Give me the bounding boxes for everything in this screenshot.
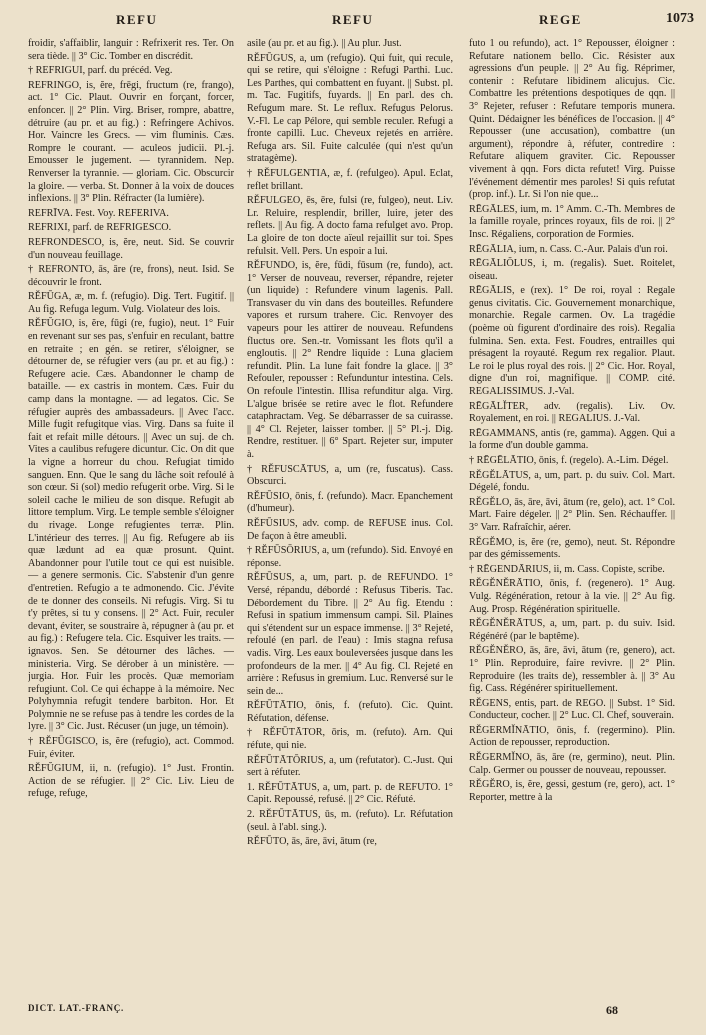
dictionary-entry: RĔFŬGIUM, ii, n. (refugio). 1° Just. Frontin. Action de se réfugier. || 2° Cic. Liv. Lieu de refuge, refuge, <box>28 763 234 800</box>
dictionary-entry: RĔFŪGUS, a, um (refugio). Qui fuit, qui recule, qui se retire, qui s'éloigne : Refugi Parthi. Luc. Les Parthes, qui combattent en fuyant. || Subst. pl. m. Tac. Fugitifs, fuyards. || En parl. des ch. Refugum mare. St. Le reflux. Refugus Pelorus. V.-Fl. Le cap Pélore, qui semble reculer. Refugi a fronte capilli. Luc. Cheveux rejetés en arrière. Refuga ars. Sil. Fuite calculée (qui n'est qu'un stratagème). <box>247 52 453 165</box>
dictionary-entry: † REFRONTO, ās, āre (re, frons), neut. Isid. Se découvrir le front. <box>28 264 234 288</box>
dictionary-entry: REFRĪVA. Fest. Voy. REFERIVA. <box>28 207 169 219</box>
dictionary-entry: 1. RĔFŪTĀTUS, a, um, part. p. de REFUTO. 1° Capit. Repoussé, refusé. || 2° Cic. Réfuté. <box>247 781 453 806</box>
dictionary-entry: † RĔFŪTĀTOR, ōris, m. (refuto). Arn. Qui réfute, qui nie. <box>247 727 453 752</box>
dictionary-entry: RĒGĀLES, ium, m. 1° Amm. C.-Th. Membres de la famille royale, princes royaux, fils de roi. || 2° Insc. Régaliens, corporation de Formies. <box>469 203 675 240</box>
dictionary-entry: † RĔFŪGISCO, is, ĕre (refugio), act. Commod. Fuir, éviter. <box>28 736 234 760</box>
dictionary-entry: † REFRIGUI, parf. du précéd. Veg. <box>28 65 173 77</box>
dictionary-entry: RĔGĔNĔRĀTIO, ōnis, f. (regenero). 1° Aug. Vulg. Régénération, retour à la vie. || 2° Au fig. Aug. Prosp. Régénération spirituelle. <box>469 578 675 615</box>
dictionary-entry: RĒGĀLĬTER, adv. (regalis). Liv. Ov. Royalement, en roi. || REGALIUS. J.-Val. <box>469 400 675 425</box>
dictionary-entry: RĔFŪTO, ās, āre, āvi, ātum (re, <box>247 836 377 848</box>
dictionary-entry: RĔGĔLO, ās, āre, āvi, ātum (re, gelo), act. 1° Col. Mart. Faire dégeler. || 2° Plin. Sen. Réchauffer. || 3° Varr. Rafraîchir, aérer. <box>469 496 675 533</box>
dictionary-entry: RĒGĀLIS, e (rex). 1° De roi, royal : Regale genus civitatis. Cic. Gouvernement monarchique, monarchie. Regale carmen. Ov. La tragédie (poème où figurent d'ordinaire des rois). Regalia fulmina. Sen. exta. Fest. Foudres, entrailles qui présagent la royauté. Regum rex regalior. Plaut. Le roi le plus royal des rois. || 2° Cic. Hor. Royal, digne d'un roi, magnifique. || COMP. cité. REGALISSIMUS. J.-Val. <box>469 285 675 398</box>
dictionary-entry: RĔGĔMO, is, ĕre (re, gemo), neut. St. Répondre par des gémissements. <box>469 536 675 561</box>
dictionary-entry: asile (au pr. et au fig.). || Au plur. Just. <box>247 38 402 49</box>
dictionary-entry: † RĔFULGENTIA, æ, f. (refulgeo). Apul. Eclat, reflet brillant. <box>247 167 453 192</box>
dictionary-entry: RĔGENS, entis, part. de REGO. || Subst. 1° Sid. Conducteur, cocher. || 2° Luc. Cl. Chef, souverain. <box>469 697 675 722</box>
dictionary-entry: RĔGERMĬNĀTIO, ōnis, f. (regermino). Plin. Action de repousser, reproduction. <box>469 724 675 749</box>
dictionary-entry: RĒGAMMANS, antis (re, gamma). Aggen. Qui a la forme d'un double gamma. <box>469 427 675 452</box>
dictionary-entry: RĔFŪSUS, a, um, part. p. de REFUNDO. 1° Versé, répandu, débordé : Refusus Tiberis. Tac. Débordement du Tibre. || 2° Au fig. Etendu : Refusi in spatium immensum campi. Sil. Plaines qui s'étendent sur un espace immense. || 3° Rejeté, refoulé (en parl. de l'eau) : Imis stagna refusa vadis. Virg. Les eaux bouleversées jusque dans les profondeurs de la mer. || 4° Au fig. Cl. Rejeté en arrière : Refusus in gremium. Luc. Renversé sur le sein de... <box>247 572 453 697</box>
footer-signature: DICT. LAT.-FRANÇ. <box>28 1003 125 1013</box>
dictionary-entry: † RĒGENDĀRIUS, ii, m. Cass. Copiste, scribe. <box>469 563 665 575</box>
dictionary-entry: RĔGERMĬNO, ās, āre (re, germino), neut. Plin. Calp. Germer ou pousser de nouveau, repousser. <box>469 752 675 776</box>
dictionary-entry: froidir, s'affaiblir, languir : Refrixerit res. Ter. On sera tiède. || 3° Cic. Tomber en discrédit. <box>28 38 234 62</box>
dictionary-entry: RĒGĀLIŎLUS, i, m. (regalis). Suet. Roitelet, oiseau. <box>469 258 675 282</box>
column-left <box>28 38 234 993</box>
dictionary-entry: RĔFŪTĀTŌRIUS, a, um (refutator). C.-Just. Qui sert à réfuter. <box>247 754 453 779</box>
running-head-right: REGE <box>539 12 582 27</box>
text-columns <box>28 38 694 993</box>
dictionary-entry: RĔFŪSIO, ōnis, f. (refundo). Macr. Epanchement (d'humeur). <box>247 490 453 515</box>
running-head-left: REFU <box>116 12 158 27</box>
column-middle <box>247 38 453 993</box>
dictionary-entry: † RĔFUSCĀTUS, a, um (re, fuscatus). Cass. Obscurci. <box>247 463 453 488</box>
dictionary-entry: RĔFŪGA, æ, m. f. (refugio). Dig. Tert. Fugitif. || Au fig. Refuga legum. Vulg. Violateur des lois. <box>28 291 234 315</box>
dictionary-entry: † RĒGĒLĀTIO, ōnis, f. (regelo). A.-Lim. Dégel. <box>469 455 669 466</box>
dictionary-entry: RĒGĀLIA, ium, n. Cass. C.-Aur. Palais d'un roi. <box>469 243 668 255</box>
dictionary-entry: † RĔFŪSŌRIUS, a, um (refundo). Sid. Envoyé en réponse. <box>247 545 453 569</box>
dictionary-entry: RĔFULGEO, ēs, ēre, fulsi (re, fulgeo), neut. Liv. Lr. Reluire, resplendir, briller, luire, jeter des reflets. || Au fig. A docto fama refulget avo. Prop. La gloire de ton docte aïeul rejaillit sur toi. Spes refulsit. Vell. Pers. Un espoir a lui. <box>247 195 453 257</box>
dictionary-entry: RĔFŬGIO, is, ĕre, fūgi (re, fugio), neut. 1° Fuir en revenant sur ses pas, s'enfuir en reculant, battre en retraite ; en gén. se retirer, s'éloigner, se détourner de, se réfugier vers (au pr. et au fig.) : Refugere acie. Cæs. Abandonner le champ de bataille. — ex castris in montem. Cæs. Fuir du camp dans la montagne. — ad legatos. Cic. Se réfugier auprès des ambassadeurs. || Avec l'acc. Mille fugit refugitque vias. Virg. Dans sa fuite il fait et refait mille détours. || Avec un suj. de ch. Vites a caulibus refugere dicuntur. Cic. On dit que la vigne a horreur du chou. Refugiat timido sanguen. Enn. Que le sang du lâche soit refoulé à son cœur. Si (sol) medio refugerit orbe. Virg. Si le soleil cache le milieu de son disque. Refugit ab littore templum. Virg. Le temple semble s'éloigner du rivage. Longe refugientes terræ. Plin. L'intérieur des terres. || Au fig. Refugere ab iis quæ lædunt ad ea quæ prosunt. Quint. Abandonner pour l'utile tout ce qui est nuisible. — a genere sermonis. Cic. S'abstenir d'un genre d'entretien. Refugio a te admonendo. Cic. J'évite de te donner des conseils. Ni refugis. Virg. Si tu t'y prêtes, si tu y consens. || 2° Act. Fuir, reculer devant, éviter, se soustraire à, répugner à (au pr. et au fig.) : Refugere tela. Cic. Esquiver les traits. — ignavos. Sen. Se détourner des lâches. — ministeria. Virg. Se dérober à un ministère. — jurgia. Hor. Fuir les procès. Quæ memoriam refugiunt. Col. Ce qui échappe à la mémoire. Nec Polyhymnia refugit tendere barbiton. Hor. Et Polymnie ne se refuse pas à tendre les cordes de la lyre. || 3° Cic. Just. Récuser (un juge, un témoin). <box>28 318 234 733</box>
dictionary-entry: REFRINGO, is, ĕre, frēgi, fructum (re, frango), act. 1° Cic. Plaut. Ouvrir en forçant, forcer, enfoncer. || 2° Plin. Virg. Briser, rompre, abattre, détruire (au pr. et au fig.) : Refringere Achivos. Hor. Vaincre les Grecs. — vim fluminis. Cæs. Rompre le courant. — aculeos judicii. Pl.-j. Emousser le jugement. — tyrannidem. Nep. Renverser la tyrannie. — gloriam. Cic. Obscurcir la gloire. — verba. St. Donner à la voix de douces inflexions. || 3° Plin. Réfracter (la lumière). <box>28 79 234 205</box>
dictionary-entry: 2. RĔFŪTĀTUS, ūs, m. (refuto). Lr. Réfutation (seul. à l'abl. sing.). <box>247 809 453 833</box>
dictionary-entry: RĔFŪTĀTIO, ōnis, f. (refuto). Cic. Quint. Réfutation, défense. <box>247 700 453 724</box>
dictionary-entry: RĔFŪSIUS, adv. comp. de REFUSE inus. Col. De façon à être ameubli. <box>247 517 453 542</box>
dictionary-entry: RĔGĔNĔRĀTUS, a, um, part. p. du suiv. Isid. Régénéré (par le baptême). <box>469 618 675 642</box>
dictionary-entry: RĔGĔNĔRO, ās, āre, āvi, ātum (re, genero), act. 1° Plin. Reproduire, faire revivre. || 2° Plin. Reproduire (les traits de), ressembler à. || 3° Au fig. Cass. Régénérer spirituellement. <box>469 645 675 695</box>
footer-sheet-number: 68 <box>606 1003 618 1017</box>
page-number: 1073 <box>666 11 694 26</box>
dictionary-entry: REFRIXI, parf. de REFRIGESCO. <box>28 222 172 234</box>
dictionary-entry: RĔFUNDO, is, ĕre, fūdi, fūsum (re, fundo), act. 1° Verser de nouveau, reverser, répandre, rejeter (un liquide) : Refundere vinum lagenis. Pall. Transvaser du vin dans des bouteilles. Refundere vapores et rursum trahere. Cic. Renvoyer des vapeurs pour les attirer de nouveau. Refundens fluctus ore. Sen.-tr. Vomissant les flots qu'il a engloutis. || 2° Rendre liquide : Luna glaciem refundit. Plin. La lune fait fondre la glace. || 3° Refouler, repousser : Refunduntur intestina. Cels. On refoule l'intestin. Illisa refunditur alga. Virg. L'algue brisée se retire avec le flot. Refundere cataphractam. Veg. Se débarrasser de sa cuirasse. || 4° Cl. Rejeter, laisser tomber. || 5° Pl.-j. Dig. Rendre, restituer. || 6° Spart. Rejeter sur, imputer à. <box>247 260 453 460</box>
dictionary-entry: RĔGĔLĀTUS, a, um, part. p. du suiv. Col. Mart. Dégelé, fondu. <box>469 469 675 494</box>
dictionary-entry: RĔGĔRO, is, ĕre, gessi, gestum (re, gero), act. 1° Reporter, mettre à la <box>469 779 675 803</box>
dictionary-entry: REFRONDESCO, is, ĕre, neut. Sid. Se couvrir d'un nouveau feuillage. <box>28 236 234 261</box>
page-header <box>0 0 706 30</box>
running-head-middle: REFU <box>332 12 374 27</box>
dictionary-entry: futo 1 ou refundo), act. 1° Repousser, éloigner : Refutare nationem bello. Cic. Résister aux agressions d'un peuple. || 2° Au fig. Réprimer, contenir : Refutare libidinem alicujus. Cic. Combattre les prétentions despotiques de qqn. || 3° Rejeter, refuser : Refutare temporis munera. Quint. Dédaigner les bénéfices de l'occasion. || 4° Repousser (une accusation), combattre (un argument), répondre à, réfuter, contredire : Refutare aliquem graviter. Cic. Repousser vivement à qqn. Fors dicta refutet! Virg. Puisse l'événement démentir mes paroles! Si quis refutat (prop. inf.). Lr. Si l'on nie que... <box>469 38 675 201</box>
column-right <box>469 38 675 993</box>
